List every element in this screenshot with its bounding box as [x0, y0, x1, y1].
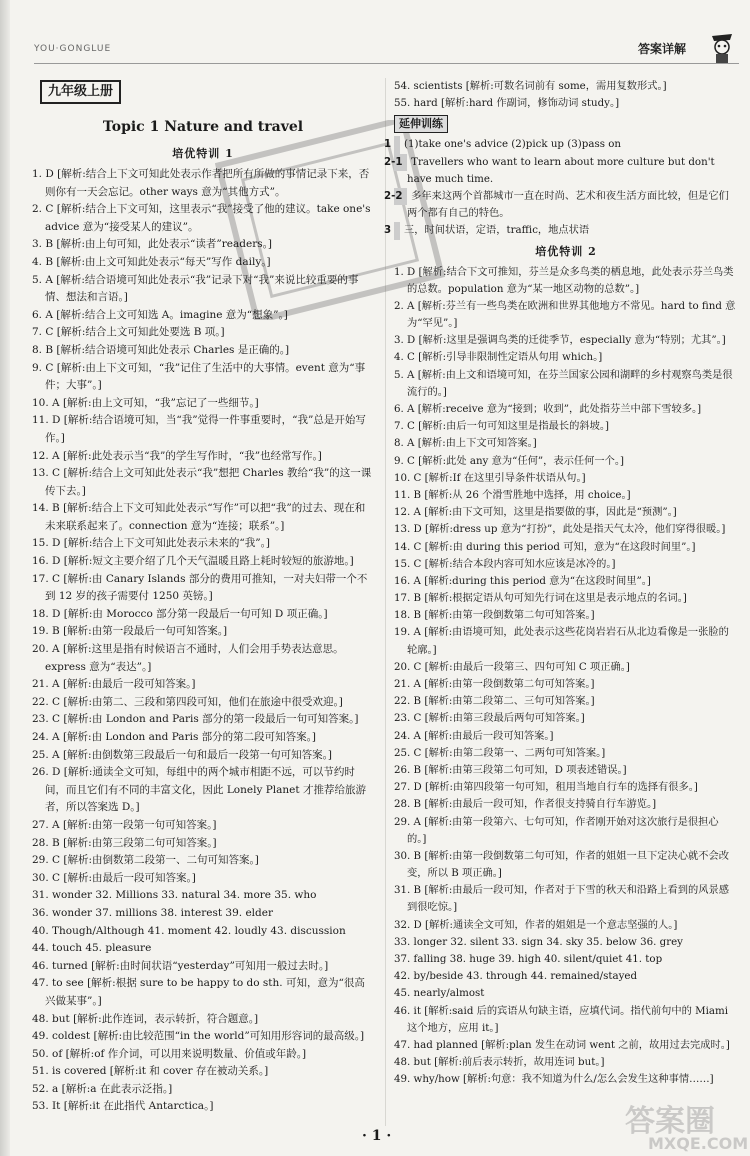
answer-item: 11. D [解析:结合语境可知，当“我”觉得一件事重要时，“我”总是开始写作。] [32, 414, 366, 444]
answer-item: 51. is covered [解析:it 和 cover 存在被动关系。] [32, 1065, 269, 1078]
answer-list-right-top [394, 78, 738, 112]
extension-item [384, 154, 738, 188]
answer-item: 29. A [解析:由第一段第六、七句可知，作者刚开始对这次旅行是很担心的。] [394, 815, 719, 845]
answer-item: 21. A [解析:由第一段倒数第二句可知答案。] [394, 678, 595, 690]
answer-item: 53. It [解析:it 在此指代 Antarctica。] [32, 1100, 214, 1113]
answer-item: 55. hard [解析:hard 作副词，修饰动词 study。] [394, 97, 620, 110]
answer-item: 5. A [解析:结合语境可知此处表示“我”记录下对“我”来说比较重要的事情、想法和言语。] [32, 273, 359, 304]
answer-item: 17. B [解析:根据定语从句可知先行词在这里是表示地点的名词。] [394, 592, 687, 605]
answer-item: 14. C [解析:由 during this period 可知，意为“在这段时间里”。] [394, 540, 696, 553]
section-title-2: 培优特训 2 [535, 244, 597, 258]
answer-item: 46. it [解析:said 后的宾语从句缺主语，应填代词。指代前句中的 Miami 这个地方，应用 it。] [394, 1004, 729, 1034]
extension-item-number: 3 [394, 222, 400, 239]
answer-item: 22. B [解析:由第二段第二、三句可知答案。] [394, 695, 595, 708]
answer-item: 13. D [解析:dress up 意为“打扮”，此处是指天气太冷，他们穿得很暖。] [394, 523, 726, 536]
answer-item: 11. B [解析:从 26 个滑雪胜地中选择，用 choice。] [394, 488, 631, 501]
answer-item: 18. D [解析:由 Morocco 部分第一段最后一句可知 D 项正确。] [32, 607, 328, 620]
answer-item: 4. C [解析:引导非限制性定语从句用 which。] [394, 351, 603, 364]
extension-item-number: 1 [394, 136, 400, 153]
answer-item: 3. B [解析:由上句可知，此处表示“读者”readers。] [32, 238, 272, 251]
answer-item: 27. A [解析:由第一段第一句可知答案。] [32, 818, 217, 831]
answer-item: 21. A [解析:由最后一段可知答案。] [32, 678, 196, 691]
answer-item: 36. wonder 37. millions 38. interest 39. elder [32, 906, 273, 919]
answer-item: 20. C [解析:由最后一段第三、四句可知 C 项正确。] [394, 660, 630, 673]
answer-item: 30. C [解析:由最后一段可知答案。] [32, 871, 196, 884]
answer-item: 49. why/how [解析:句意：我不知道为什么/怎么会发生这种事情……] [394, 1073, 714, 1086]
answer-item: 40. Though/Although 41. moment 42. loudly 43. discussion [32, 924, 346, 937]
answer-page [10, 0, 750, 1156]
answer-item: 25. A [解析:由倒数第三段最后一句和最后一段第一句可知答案。] [32, 748, 332, 761]
extension-title: 延伸训练 [394, 115, 448, 133]
answer-item: 33. longer 32. silent 33. sign 34. sky 35. below 36. grey [394, 935, 683, 948]
answer-item: 19. B [解析:由第一段最后一句可知答案。] [32, 625, 228, 638]
answer-item: 37. falling 38. huge 39. high 40. silent/quiet 41. top [394, 953, 663, 965]
answer-item: 42. by/beside 43. through 44. remained/stayed [394, 970, 638, 983]
answer-item: 14. B [解析:结合上下文可知此处表示“写作”可以把“我”的过去、现在和未来联系起来了。connection 意为“连接；联系”。] [32, 502, 366, 532]
answer-item: 32. D [解析:通读全文可知，作者的姐姐是一个意志坚强的人。] [394, 918, 678, 931]
answer-item: 45. nearly/almost [394, 987, 485, 1000]
answer-item: 6. A [解析:结合上文可知选 A。imagine 意为“想象”。] [32, 308, 288, 321]
extension-item-text: (1)take one's advice (2)pick up (3)pass on [404, 138, 621, 151]
answer-item: 52. a [解析:a 在此表示泛指。] [32, 1082, 173, 1095]
answer-item: 31. B [解析:由最后一段可知，作者对于下雪的秋天和沿路上看到的风景感到很吃惊。] [394, 884, 730, 914]
answer-item: 15. D [解析:结合上下文可知此处表示未来的“我”。] [32, 537, 271, 550]
extension-item-text: 多年来这两个首都城市一直在时尚、艺术和夜生活方面比较，但是它们两个都有自己的特色。 [407, 189, 729, 220]
answer-item: 48. but [解析:前后表示转折，故用连词 but。] [394, 1056, 605, 1069]
answer-item: 8. B [解析:结合语境可知此处表示 Charles 是正确的。] [32, 343, 290, 356]
answer-item: 7. C [解析:结合上文可知此处要选 B 项。] [32, 326, 225, 339]
answer-item: 19. A [解析:由语境可知，此处表示这些花岗岩岩石从北边看像是一张脸的轮廓。] [394, 626, 729, 656]
grade-label: 九年级上册 [40, 80, 121, 104]
answer-item: 25. C [解析:由第二段第一、二两句可知答案。] [394, 746, 606, 759]
answer-item: 20. A [解析:这里是指有时候语言不通时，人们会用手势表达意思。express 意为“表达”。] [32, 643, 344, 673]
extension-item-text: 三，时间状语，定语，traffic，地点状语 [404, 224, 590, 237]
answer-item: 4. B [解析:由上文可知此处表示“每天”写作 daily。] [32, 255, 271, 268]
answer-item: 16. D [解析:短文主要介绍了几个天气温暖且路上耗时较短的旅游地。] [32, 555, 354, 568]
page-number: · 1 · [362, 1128, 392, 1144]
answer-list-right [394, 264, 738, 1089]
answer-item: 49. coldest [解析:由比较范围“in the world”可知用形容词的最高级。] [32, 1030, 365, 1043]
answer-item: 29. C [解析:由倒数第二段第一、二句可知答案。] [32, 854, 259, 867]
answer-item: 30. B [解析:由第一段倒数第二句可知，作者的姐姐一旦下定决心就不会改变，所以 B 项正确。] [394, 849, 730, 880]
topic-title: Topic 1 Nature and travel [102, 119, 304, 135]
answer-item: 48. but [解析:此作连词，表示转折，符合题意。] [32, 1012, 259, 1025]
extension-item [384, 136, 738, 153]
answer-item: 47. to see [解析:根据 sure to be happy to do sth. 可知，意为“很高兴做某事”。] [32, 977, 365, 1007]
mascot-icon [706, 28, 738, 64]
answer-item: 12. A [解析:此处表示当“我”的学生写作时，“我”也经常写作。] [32, 449, 322, 462]
answer-item: 46. turned [解析:由时间状语“yesterday”可知用一般过去时。] [32, 959, 329, 972]
left-column [32, 78, 374, 1116]
answer-item: 26. D [解析:通读全文可知，每组中的两个城市相距不远，可以节约时间，而且它们有不同的丰富文化，因此 Lonely Planet 才推荐给旅游者，所以答案选 D。] [32, 766, 366, 814]
answer-item: 28. B [解析:由最后一段可知，作者很支持骑自行车游览。] [394, 798, 657, 811]
right-column [384, 78, 738, 1089]
answer-item: 15. C [解析:结合本段内容可知水应该是冰冷的。] [394, 557, 616, 570]
site-watermark-url: MXQE.COM [648, 1134, 749, 1153]
answer-item: 9. C [解析:由上下文可知，“我”记住了生活中的大事情。event 意为“事件；大事”。] [32, 361, 366, 392]
book-spine-shadow [0, 0, 10, 1156]
answer-item: 23. C [解析:由 London and Paris 部分的第一段最后一句可知答案。] [32, 713, 359, 726]
answer-item: 31. wonder 32. Millions 33. natural 34. more 35. who [32, 889, 317, 902]
answer-item: 22. C [解析:由第二、三段和第四段可知，他们在旅途中很受欢迎。] [32, 695, 343, 708]
header-divider [34, 63, 739, 64]
answer-item: 6. A [解析:receive 意为“接到；收到”，此处指芬兰中部下雪较多。] [394, 403, 702, 415]
answer-item: 44. touch 45. pleasure [32, 942, 152, 955]
header-series-name: YOU·GONGLUE [34, 44, 112, 54]
answer-item: 12. A [解析:由下文可知，这里是指要做的事，因此是“预测”。] [394, 506, 677, 519]
answer-item: 5. A [解析:由上文和语境可知，在芬兰国家公园和湖畔的乡村观察鸟类是很流行的。] [394, 368, 733, 398]
answer-item: 47. had planned [解析:plan 发生在动词 went 之前，故用过去完成时。] [394, 1038, 730, 1051]
answer-item: 3. D [解析:这里是强调鸟类的迁徙季节，especially 意为“特别；尤其”。] [394, 334, 726, 347]
answer-item: 1. D [解析:结合上下文可知此处表示作者把所有所做的事情记录下来，否则你有一天会忘记。other ways 意为“其他方式”。 [32, 168, 370, 198]
answer-item: 8. A [解析:由上下文可知答案。] [394, 437, 537, 450]
answer-list-left [32, 166, 374, 1116]
answer-item: 50. of [解析:of 作介词，可以用来说明数量、价值或年龄。] [32, 1047, 307, 1060]
answer-item: 26. B [解析:由第三段第二句可知，D 项表述错误。] [394, 763, 627, 776]
answer-item: 7. C [解析:由后一句可知这里是指最长的斜坡。] [394, 420, 609, 433]
answer-item: 9. C [解析:此处 any 意为“任何”，表示任何一个。] [394, 454, 624, 467]
answer-item: 16. A [解析:during this period 意为“在这段时间里”。] [394, 574, 651, 587]
answer-item: 24. A [解析:由最后一段可知答案。] [394, 729, 554, 742]
extension-item-number: 2-2 [394, 188, 407, 205]
answer-item: 23. C [解析:由第三段最后两句可知答案。] [394, 712, 585, 725]
answer-item: 10. C [解析:If 在这里引导条件状语从句。] [394, 471, 586, 484]
site-watermark: 答案圈 [625, 1104, 715, 1139]
extension-item [384, 188, 738, 222]
extension-list [384, 136, 738, 239]
answer-item: 17. C [解析:由 Canary Islands 部分的费用可推知，一对夫妇带一个不到 12 岁的孩子需要付 1250 英镑。] [32, 572, 368, 603]
answer-item: 18. B [解析:由第一段倒数第二句可知答案。] [394, 609, 595, 622]
answer-item: 2. A [解析:芬兰有一些鸟类在欧洲和世界其他地方不常见。hard to find 意为“罕见”。] [394, 299, 736, 330]
section-title-1: 培优特训 1 [172, 147, 234, 160]
answer-item: 28. B [解析:由第三段第二句可知答案。] [32, 836, 217, 849]
answer-item: 27. D [解析:由第四段第一句可知，租用当地自行车的选择有很多。] [394, 781, 698, 794]
extension-item-text: Travellers who want to learn about more culture but don't have much time. [407, 155, 715, 185]
answer-item: 24. A [解析:由 London and Paris 部分的第二段可知答案。] [32, 731, 317, 743]
header-section-title: 答案详解 [638, 42, 687, 56]
answer-item: 54. scientists [解析:可数名词前有 some，需用复数形式。] [394, 80, 667, 92]
extension-item [384, 222, 738, 239]
answer-item: 13. C [解析:结合上文可知此处表示“我”想把 Charles 教给“我”的这一课传下去。] [32, 467, 372, 497]
answer-item: 2. C [解析:结合上下文可知，这里表示“我”接受了他的建议。take one's advice 意为“接受某人的建议”。 [32, 203, 371, 233]
answer-item: 1. D [解析:结合下文可推知，芬兰是众多鸟类的栖息地，此处表示芬兰鸟类的总数。population 意为“某一地区动物的总数”。] [394, 265, 734, 295]
extension-item-number: 2-1 [394, 154, 407, 171]
answer-item: 10. A [解析:由上文可知，“我”忘记了一些细节。] [32, 396, 259, 409]
